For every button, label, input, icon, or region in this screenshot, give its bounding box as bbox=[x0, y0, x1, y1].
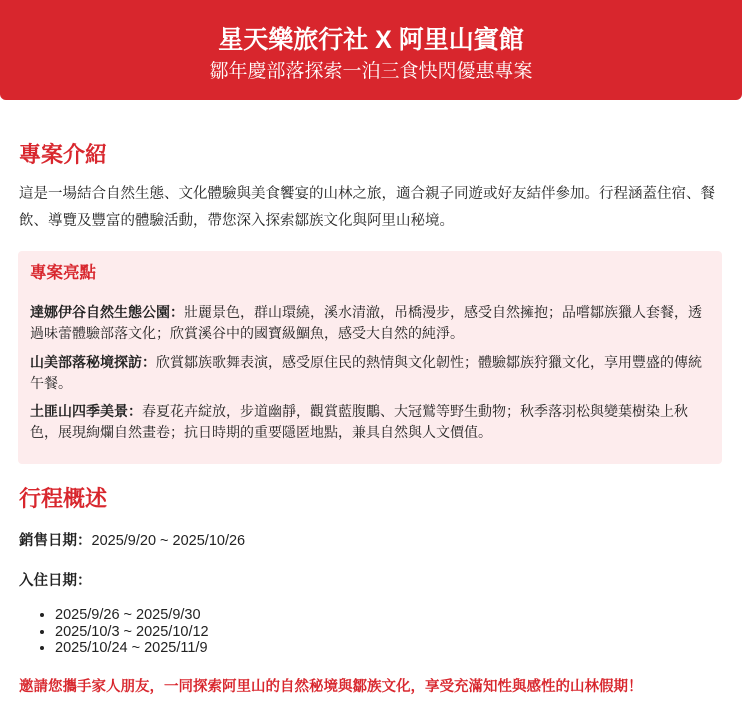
list-item: • 2025/10/3 ~ 2025/10/12 bbox=[55, 624, 209, 641]
highlights-box bbox=[18, 251, 722, 464]
highlight-item-shanmei bbox=[30, 352, 710, 394]
sales-date-value: 2025/9/20 ~ 2025/10/26 bbox=[91, 533, 246, 549]
highlight-item-desc: 壯麗景色，群山環繞，溪水清澈，吊橋漫步，感受自然擁抱；品嚐鄒族獵人套餐，透過味蕾體驗部落文化；欣賞溪谷中的國寶級鯝魚，感受大自然的純淨。 bbox=[30, 304, 702, 341]
checkin-date-list bbox=[19, 607, 209, 657]
highlights-heading: 專案亮點 bbox=[30, 264, 96, 282]
highlight-item-desc: 欣賞鄒族歌舞表演，感受原住民的熱情與文化韌性；體驗鄒族狩獵文化，享用豐盛的傳統午餐。 bbox=[30, 354, 702, 391]
checkin-label: 入住日期： bbox=[19, 573, 92, 589]
highlight-item-name: 達娜伊谷自然生態公園： bbox=[30, 304, 184, 320]
list-item: • 2025/10/24 ~ 2025/11/9 bbox=[55, 640, 209, 657]
highlight-item-tufeishan bbox=[30, 401, 710, 443]
header-title: 星天樂旅行社 X 阿里山賓館 bbox=[218, 26, 524, 54]
sales-date bbox=[19, 531, 245, 551]
intro-heading: 專案介紹 bbox=[19, 142, 108, 167]
itinerary-heading: 行程概述 bbox=[19, 486, 108, 511]
sales-date-label: 銷售日期： bbox=[19, 533, 92, 549]
list-item: • 2025/9/26 ~ 2025/9/30 bbox=[55, 607, 209, 624]
intro-text: 這是一場結合自然生態、文化體驗與美食饗宴的山林之旅，適合親子同遊或好友結伴參加。行程涵蓋住宿、餐飲、導覽及豐富的體驗活動，帶您深入探索鄒族文化與阿里山秘境。 bbox=[19, 186, 715, 229]
header-subtitle: 鄒年慶部落探索一泊三食快閃優惠專案 bbox=[209, 61, 533, 82]
closing-invitation: 邀請您攜手家人朋友，一同探索阿里山的自然秘境與鄒族文化，享受充滿知性與感性的山林假期！ bbox=[19, 679, 643, 695]
highlight-item-name: 山美部落秘境探訪： bbox=[30, 354, 156, 370]
highlight-item-danayigu bbox=[30, 302, 710, 344]
page-header bbox=[0, 0, 742, 100]
checkin-label-line bbox=[19, 571, 92, 591]
highlight-item-name: 土匪山四季美景： bbox=[30, 403, 142, 419]
highlight-item-desc: 春夏花卉綻放，步道幽靜，觀賞藍腹鷳、大冠鷲等野生動物；秋季落羽松與變葉樹染上秋色，展現絢爛自然畫卷；抗日時期的重要隱匿地點，兼具自然與人文價值。 bbox=[30, 403, 688, 440]
